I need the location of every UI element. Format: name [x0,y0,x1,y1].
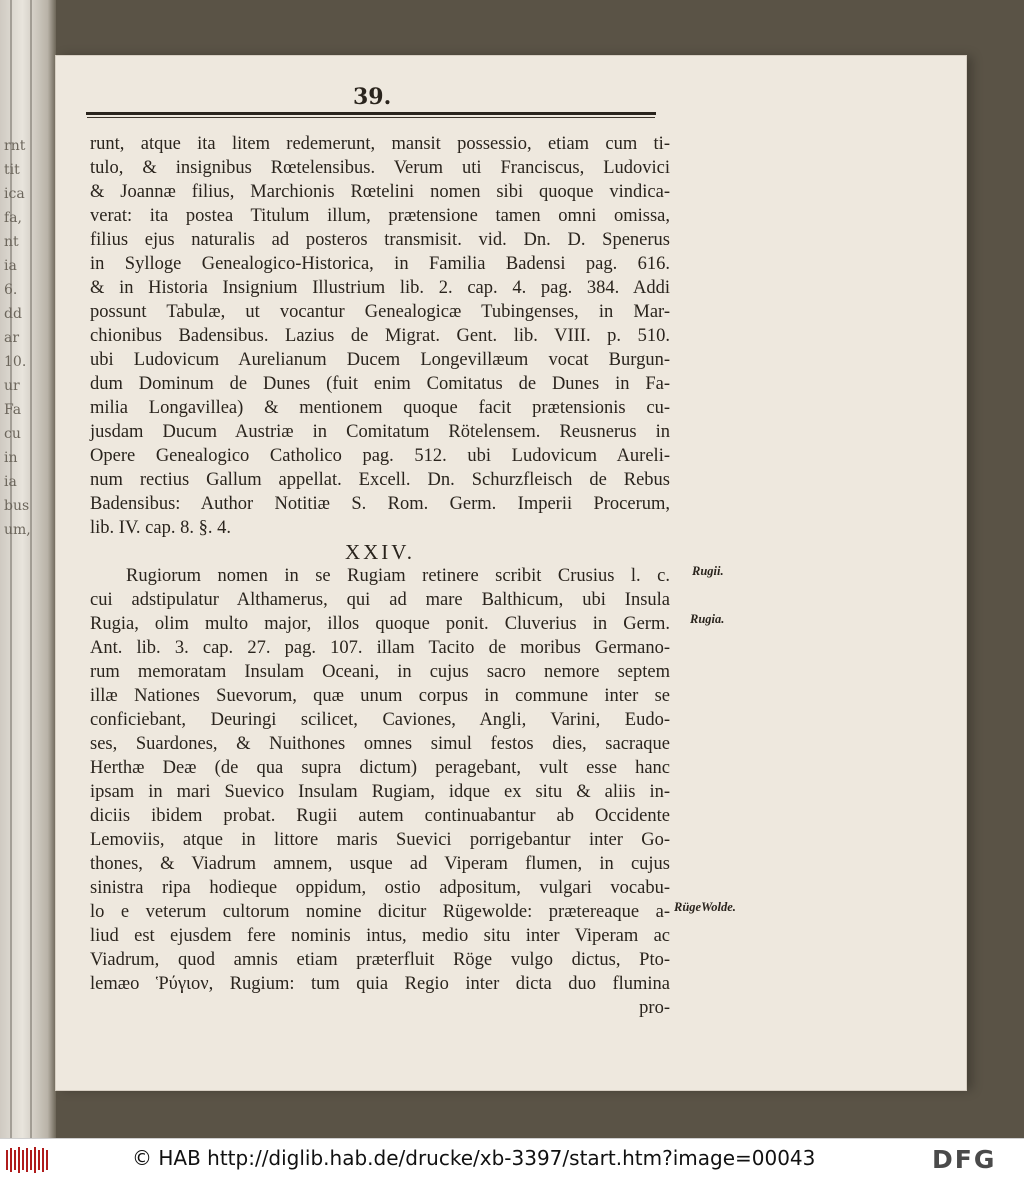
hab-logo-icon [6,1146,48,1174]
text-line: ses, Suardones, & Nuithones omnes simul festos dies, sacraque [90,734,670,754]
margin-note-rugii: Rugii. [692,564,724,578]
section-heading: XXIV. [344,540,416,564]
text-line: Badensibus: Author Notitiæ S. Rom. Germ. Imperii Procerum, [90,494,670,514]
text-line: Rugiorum nomen in se Rugiam retinere scribit Crusius l. c. [126,566,670,586]
text-line: & Joannæ filius, Marchionis Rœtelini nomen sibi quoque vindica- [90,182,670,202]
page-number: 39. [353,84,392,110]
text-line: Lemoviis, atque in littore maris Suevici porrigebantur inter Go- [90,830,670,850]
left-edge-fragment: ia [4,474,17,490]
left-book-edge [0,0,56,1138]
left-edge-fragment: bus [4,498,30,514]
left-edge-fragment: ica [4,186,25,202]
text-line: lib. IV. cap. 8. §. 4. [90,518,231,538]
text-line: possunt Tabulæ, ut vocantur Genealogicæ Tubingenses, in Mar- [90,302,670,322]
left-edge-fragment: tit [4,162,20,178]
left-edge-fragment: ur [4,378,20,394]
text-line: conficiebant, Deuringi scilicet, Caviones, Angli, Varini, Eudo- [90,710,670,730]
text-line: thones, & Viadrum amnem, usque ad Viperam flumen, in cujus [90,854,670,874]
left-edge-fragment: Fa [4,402,22,418]
margin-note-rugewolde: RügeWolde. [674,900,736,914]
left-edge-fragment: um, [4,522,31,538]
left-edge-fragment: 10. [4,354,27,370]
text-line: runt, atque ita litem redemerunt, mansit possessio, etiam cum ti- [90,134,670,154]
header-rule [86,112,656,115]
text-line: Opere Genealogico Catholico pag. 512. ubi Ludovicum Aureli- [90,446,670,466]
text-line: num rectius Gallum appellat. Excell. Dn. Schurzfleisch de Rebus [90,470,670,490]
text-line: filius ejus naturalis ad posteros transmisit. vid. Dn. D. Spenerus [90,230,670,250]
text-line: dum Dominum de Dunes (fuit enim Comitatus de Dunes in Fa- [90,374,670,394]
text-line: ubi Ludovicum Aurelianum Ducem Longevillæum vocat Burgun- [90,350,670,370]
catchword: pro- [639,998,670,1018]
text-line: verat: ita postea Titulum illum, prætensione tamen omni omissa, [90,206,670,226]
footer-bar [0,1138,1024,1180]
text-line: diciis ibidem probat. Rugii autem continuabantur ab Occidente [90,806,670,826]
text-line: & in Historia Insignium Illustrium lib. 2. cap. 4. pag. 384. Addi [90,278,670,298]
book-page [56,56,966,1090]
text-line: Ant. lib. 3. cap. 27. pag. 107. illam Tacito de moribus Germano- [90,638,670,658]
left-edge-fragment: ia [4,258,17,274]
left-edge-fragment: ar [4,330,20,346]
left-edge-fragment: 6. [4,282,18,298]
text-line: sinistra ripa hodieque oppidum, ostio adpositum, vulgari vocabu- [90,878,670,898]
text-line: Rugia, olim multo major, illos quoque ponit. Cluverius in Germ. [90,614,670,634]
left-edge-fragment: cu [4,426,21,442]
footer-url[interactable]: © HAB http://diglib.hab.de/drucke/xb-3397/start.htm?image=00043 [132,1146,816,1170]
text-line: in Sylloge Genealogico-Historica, in Familia Badensi pag. 616. [90,254,670,274]
margin-note-rugia: Rugia. [690,612,725,626]
text-line: jusdam Ducum Austriæ in Comitatum Rötelensem. Reusnerus in [90,422,670,442]
left-edge-fragment: rnt [4,138,26,154]
text-line: liud est ejusdem fere nominis intus, medio situ inter Viperam ac [90,926,670,946]
text-line: tulo, & insignibus Rœtelensibus. Verum uti Franciscus, Ludovici [90,158,670,178]
left-edge-strip [30,0,32,1138]
dfg-logo: DFG [932,1145,997,1174]
text-line: lemæo Ῥύγιον, Rugium: tum quia Regio inter dicta duo flumina [90,974,670,994]
left-edge-fragment: nt [4,234,19,250]
text-column [90,132,670,1020]
text-line: rum memoratam Insulam Oceani, in cujus sacro nemore septem [90,662,670,682]
text-line: Viadrum, quod amnis etiam præterfluit Röge vulgo dictus, Pto- [90,950,670,970]
text-line: illæ Nationes Suevorum, quæ unum corpus in commune inter se [90,686,670,706]
text-line: cui adstipulatur Althamerus, qui ad mare Balthicum, ubi Insula [90,590,670,610]
text-line: milia Longavillea) & mentionem quoque facit prætensionis cu- [90,398,670,418]
text-line: ipsam in mari Suevico Insulam Rugiam, idque ex situ & aliis in- [90,782,670,802]
left-edge-fragment: in [4,450,18,466]
left-edge-fragment: fa, [4,210,22,226]
text-line: Herthæ Deæ (de qua supra dictum) peragebant, vult esse hanc [90,758,670,778]
left-edge-fragment: dd [4,306,22,322]
text-line: lo e veterum cultorum nomine dicitur Rügewolde: prætereaque a- [90,902,670,922]
text-line: chionibus Badensibus. Lazius de Migrat. Gent. lib. VIII. p. 510. [90,326,670,346]
